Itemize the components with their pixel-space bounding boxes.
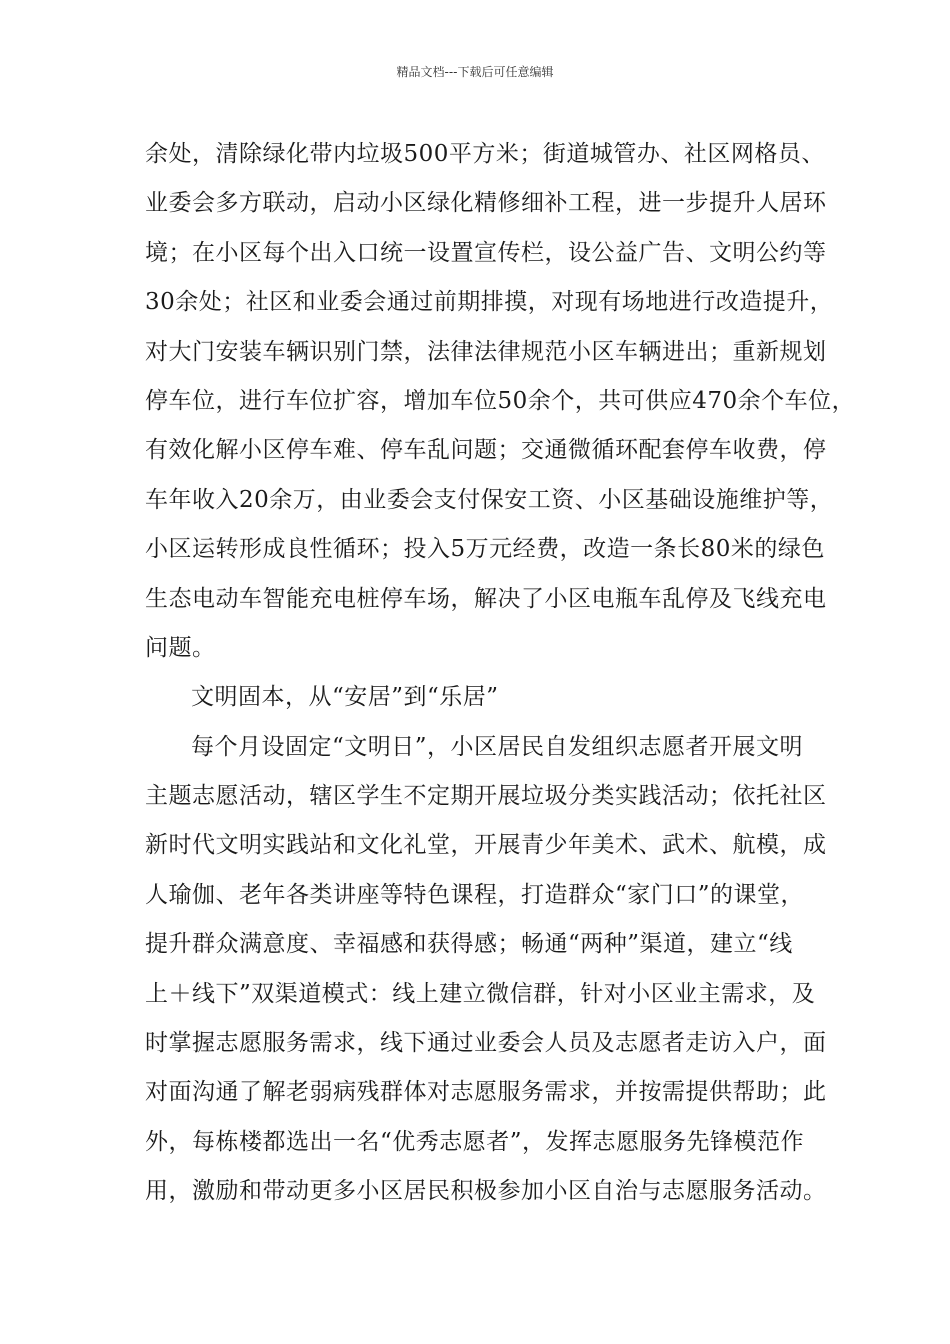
page-header: 精品文档---下载后可任意编辑 (396, 65, 554, 79)
text-line: 新时代文明实践站和文化礼堂，开展青少年美术、武术、航模，成 (145, 832, 827, 859)
text-line: 时掌握志愿服务需求，线下通过业委会人员及志愿者走访入户，面 (145, 1030, 827, 1057)
body-text (145, 130, 856, 1217)
text-line: 对大门安装车辆识别门禁，法律法律规范小区车辆进出；重新规划 (145, 338, 827, 365)
text-line: 上＋线下”双渠道模式：线上建立微信群，针对小区业主需求，及 (145, 980, 816, 1007)
text-line: 小区运转形成良性循环；投入5万元经费，改造一条长80米的绿色 (145, 536, 825, 563)
text-line: 主题志愿活动，辖区学生不定期开展垃圾分类实践活动；依托社区 (145, 783, 827, 810)
text-line: 停车位，进行车位扩容，增加车位50余个，共可供应470余个车位， (145, 387, 856, 414)
text-line: 用，激励和带动更多小区居民积极参加小区自治与志愿服务活动。 (145, 1178, 827, 1205)
text-line: 有效化解小区停车难、停车乱问题；交通微循环配套停车收费，停 (145, 437, 827, 464)
text-line: 对面沟通了解老弱病残群体对志愿服务需求，并按需提供帮助；此 (145, 1079, 827, 1106)
text-line: 30余处；社区和业委会通过前期排摸，对现有场地进行改造提升， (145, 289, 834, 316)
text-line: 境；在小区每个出入口统一设置宣传栏，设公益广告、文明公约等 (145, 239, 827, 266)
text-line: 每个月设固定“文明日”，小区居民自发组织志愿者开展文明 (191, 733, 804, 760)
text-line: 余处，清除绿化带内垃圾500平方米；街道城管办、社区网格员、 (145, 141, 825, 167)
text-line: 人瑜伽、老年各类讲座等特色课程，打造群众“家门口”的课堂， (145, 881, 805, 908)
text-line: 提升群众满意度、幸福感和获得感；畅通“两种”渠道，建立“线 (145, 931, 793, 958)
text-line: 车年收入20余万，由业委会支付保安工资、小区基础设施维护等， (145, 486, 834, 513)
text-line: 问题。 (145, 634, 216, 661)
text-line: 业委会多方联动，启动小区绿化精修细补工程，进一步提升人居环 (145, 190, 827, 217)
section-heading: 文明固本，从“安居”到“乐居” (191, 684, 499, 711)
text-line: 生态电动车智能充电桩停车场，解决了小区电瓶车乱停及飞线充电 (145, 585, 827, 612)
text-line: 外，每栋楼都选出一名“优秀志愿者”，发挥志愿服务先锋模范作 (145, 1128, 805, 1155)
